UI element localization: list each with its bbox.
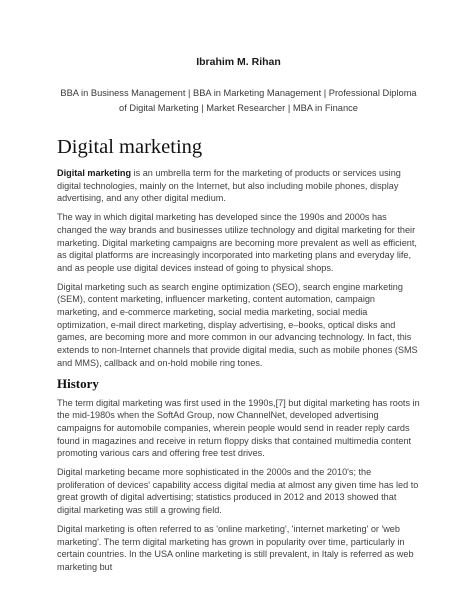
- intro-term: Digital marketing: [57, 168, 132, 178]
- intro-paragraph: [57, 167, 420, 205]
- history-paragraph: Digital marketing became more sophisticated in the 2000s and the 2010's; the proliferation of devices' capability access digital media at almost any given time has led to great growth of digital advertising; statistics produced in 2012 and 2013 showed that digital marketing was still a growing field.: [57, 467, 419, 516]
- paragraph: The way in which digital marketing has developed since the 1990s and 2000s has changed the way brands and businesses utilize technology and digital marketing for their marketing. Digital marketing campaigns are becoming more prevalent as well as efficient, as digital platforms are increasingly incorporated into marketing plans and everyday life, and as people use digital devices instead of going to physical shops.: [57, 212, 417, 273]
- intro-text: is an umbrella term for the marketing of products or services using digital technologies, mainly on the Internet, but also including mobile phones, display advertising, and any other digital medium.: [57, 168, 401, 204]
- history-paragraph: The term digital marketing was first used in the 1990s,[7] but digital marketing has roots in the mid-1980s when the SoftAd Group, now ChannelNet, developed advertising campaigns for automobile companies, wherein people would send in reader reply cards found in magazines and receive in return floppy disks that contained multimedia content promoting various cars and offering free test drives.: [57, 397, 420, 459]
- paragraph: Digital marketing such as search engine optimization (SEO), search engine marketing (SEM), content marketing, influencer marketing, content automation, campaign marketing, and e-commerce marketing, social media marketing, social media optimization, e-mail direct marketing, display advertising, e–books, optical disks and games, are becoming more and more common in our advancing technology. In fact, this extends to non-Internet channels that provide digital media, such as mobile phones (SMS and MMS), callback and on-hold mobile ring tones.: [57, 281, 418, 368]
- document-title: Digital marketing: [57, 136, 203, 158]
- history-paragraph: Digital marketing is often referred to as 'online marketing', 'internet marketing' or 'web marketing'. The term digital marketing has grown in popularity over time, particularly in certain countries. In the USA online marketing is still prevalent, in Italy is referred as web marketing but: [57, 523, 414, 572]
- history-heading: History: [57, 375, 99, 391]
- author-credentials: BBA in Business Management | BBA in Marketing Management | Professional Diploma of Digital Marketing | Market Researcher | MBA in Finance: [60, 88, 417, 113]
- author-name: Ibrahim M. Rihan: [196, 56, 281, 68]
